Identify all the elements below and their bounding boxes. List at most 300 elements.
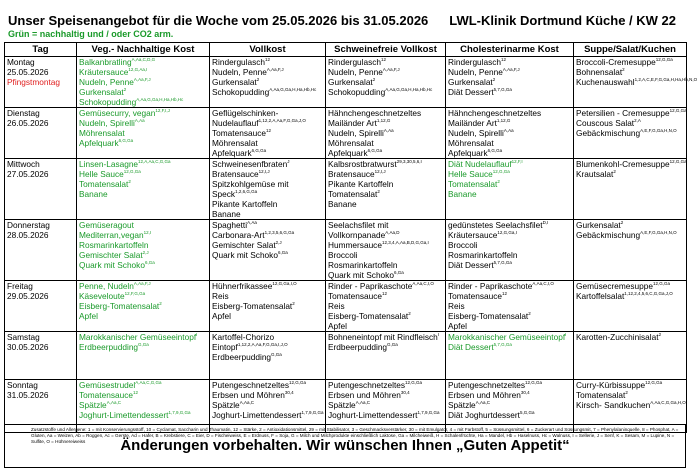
dish-name: Diät Joghurtdessert bbox=[448, 410, 520, 420]
low-cholesterol-cell bbox=[446, 332, 574, 380]
dish-line bbox=[576, 169, 684, 179]
allergen-codes: A,Aa,F,J bbox=[266, 67, 284, 73]
dish-line bbox=[328, 128, 443, 138]
dish-name: Schokopudding bbox=[212, 87, 270, 97]
dish-name: Diät Dessert bbox=[448, 342, 494, 352]
dish-name: Nudeln, Penne bbox=[448, 67, 503, 77]
allergen-codes: 29,3,30,5,6,I bbox=[396, 159, 422, 165]
dish-line bbox=[448, 332, 571, 342]
allergen-codes: 6,Ga bbox=[393, 270, 404, 276]
dish-line bbox=[576, 230, 684, 240]
dish-line bbox=[448, 159, 571, 169]
allergen-codes: 1,2,A,C,E,F,G,Ga,H,Ha,Hb,N,O bbox=[634, 77, 697, 83]
date-label: 26.05.2026 bbox=[7, 118, 49, 128]
dish-line bbox=[212, 250, 323, 260]
dish-line bbox=[328, 250, 443, 260]
allergen-codes: 12,F,I,J bbox=[155, 108, 170, 114]
dish-name: Quark mit Schoko bbox=[212, 250, 278, 260]
allergen-codes: 2 bbox=[377, 189, 380, 195]
clinic-week-label: LWL-Klinik Dortmund Küche / KW 22 bbox=[449, 13, 676, 28]
dish-name: Broccoli bbox=[448, 240, 478, 250]
dish-name: Apfelquark bbox=[212, 148, 252, 158]
dish-name: Nudeln, Penne bbox=[79, 77, 134, 87]
col-header-soup-salad-cake: Suppe/Salat/Kuchen bbox=[574, 43, 687, 57]
allergen-codes: A,Aa,G,Ga,H,Ha,Hb,Hc bbox=[269, 87, 317, 93]
vegetarian-cell bbox=[77, 220, 210, 281]
col-header-pork-free: Schweinefreie Vollkost bbox=[326, 43, 446, 57]
dish-name: Tomatensauce bbox=[328, 291, 382, 301]
allergen-codes: 2 bbox=[613, 169, 616, 175]
dish-name: Reis bbox=[328, 301, 345, 311]
dish-line bbox=[79, 169, 207, 179]
allergen-codes: 12,F,I bbox=[511, 159, 523, 165]
allergen-codes: 12,A,Aa,C,G,Ga bbox=[138, 159, 171, 165]
dish-name: Gurkensalat bbox=[212, 77, 257, 87]
dish-name: Spätzle bbox=[79, 400, 107, 410]
allergen-codes: 30,4 bbox=[284, 390, 294, 396]
dish-line bbox=[212, 240, 323, 250]
allergen-codes: 12,G,Ga bbox=[669, 108, 687, 114]
dish-name: Apfel bbox=[212, 311, 231, 321]
dish-line bbox=[328, 342, 443, 352]
menu-table bbox=[4, 42, 697, 433]
dish-name: Gemüsecurry, vegan bbox=[79, 108, 156, 118]
allergen-codes: 12,I,J bbox=[374, 169, 386, 175]
dish-name: Pikante Kartoffeln bbox=[212, 199, 278, 209]
dish-name: Joghurt-Limettendessert bbox=[212, 410, 302, 420]
vegetarian-cell bbox=[77, 281, 210, 332]
dish-name: Banane bbox=[328, 199, 357, 209]
dish-name: Putengeschnetzeltes bbox=[212, 380, 290, 390]
allergen-codes: 12,G,Ga bbox=[405, 380, 423, 386]
day-cell bbox=[5, 281, 77, 332]
day-row bbox=[5, 332, 687, 380]
dish-name: Broccoli-Cremesuppe bbox=[576, 57, 656, 67]
full-diet-cell bbox=[210, 281, 326, 332]
dish-name: Marokkanischer Gemüseeintopf bbox=[79, 332, 197, 342]
dish-line bbox=[576, 128, 684, 138]
allergen-codes: A,Aa,C bbox=[239, 400, 254, 406]
allergen-codes: 2 bbox=[658, 332, 662, 338]
dish-name: Joghurt-Limettendessert bbox=[79, 410, 169, 420]
dish-line bbox=[328, 179, 443, 189]
allergen-codes: 1,2,3,5,6,G,Ga bbox=[264, 230, 295, 236]
dish-name: Bohneneintopf mit Rindfleisch bbox=[328, 332, 438, 342]
dish-line bbox=[576, 400, 684, 410]
allergen-codes: A,Aa,G,Ga,H,Ha,Hb,Hc bbox=[385, 87, 433, 93]
allergen-codes: 2 bbox=[159, 301, 162, 307]
dish-line bbox=[79, 138, 207, 148]
dish-line bbox=[212, 159, 323, 169]
dish-name: Tomatensauce bbox=[79, 390, 133, 400]
dish-line bbox=[448, 380, 571, 390]
allergen-codes: 1,7,9,G,Ga bbox=[168, 410, 191, 416]
dish-name: Blumenkohl-Cremesuppe bbox=[576, 159, 670, 169]
color-legend: Grün = nachhaltig und / oder CO2 arm. bbox=[8, 29, 174, 39]
day-cell bbox=[5, 159, 77, 220]
dish-name: Mailänder Art bbox=[328, 118, 377, 128]
dish-name: Apfelquark bbox=[79, 138, 119, 148]
full-diet-cell bbox=[210, 57, 326, 108]
allergen-codes: A,Aa,D bbox=[385, 230, 400, 236]
soup-salad-cake-cell bbox=[574, 220, 687, 281]
dish-name: Banane bbox=[212, 209, 241, 219]
dish-line bbox=[79, 128, 207, 138]
dish-line bbox=[328, 148, 443, 158]
dish-line bbox=[212, 118, 323, 128]
dish-line bbox=[448, 189, 571, 199]
allergen-codes: 12,G,Ga bbox=[492, 169, 510, 175]
dish-line bbox=[448, 400, 571, 410]
day-row bbox=[5, 159, 687, 220]
allergen-codes: 12,G,Ga bbox=[645, 380, 663, 386]
dish-name: Reis bbox=[448, 301, 465, 311]
allergen-codes: 6,G,Ga bbox=[487, 148, 503, 154]
dish-line bbox=[79, 230, 207, 240]
dish-line bbox=[576, 332, 684, 342]
allergen-codes: 12,3,4,A,Aa,B,D,G,Ga,I bbox=[381, 240, 429, 246]
allergen-legend: Zusatzstoffe und Allergene: 1 = mit Konservierungsstoff, 10 = Cyclamat, Saccharin und Thaumatin, 12 = Stärke, 2 = Antioxidationsmittel, 29 = mit Stabilisator, 3 = Geschmacksverstärker, 30 = mit Emulgator, 4 = mit Farbstoff, 5 = Süssungsmittel, 6 = Zuckerart und Süssungsmit, 7 = Phenylalaninquelle, 8 = Phosphat, A = Gluten, Aa = Weizen, Ab = Roggen, Ac = Gerste, Ad = Hafer, B = Krebstiere, C = Eier, D = Fischeiweiss, E = Erdnuss, F = Soja, G = Milch und Milchprodukte einschließlich Laktose, Ga = Milcheiweiß, H = Schalenfrüchte, Ha = Mandel, Hb = Haselnuss, Hc = Walnuss, I = Sellerie, J = Senf, K = Sesam, M = Lupine, N = Sulfite, O = Hühnereiweiss bbox=[31, 427, 679, 444]
dish-name: Bohnensalat bbox=[576, 67, 623, 77]
allergen-codes: 12,I,J bbox=[258, 169, 270, 175]
allergen-codes: 12,G,Ga bbox=[655, 57, 673, 63]
dish-line bbox=[448, 57, 571, 67]
low-cholesterol-cell bbox=[446, 281, 574, 332]
dish-name: Gurkensalat bbox=[576, 220, 621, 230]
dish-line bbox=[79, 118, 207, 128]
allergen-codes: 12,G,Ga bbox=[123, 169, 141, 175]
dish-line bbox=[448, 321, 571, 331]
vegetarian-cell bbox=[77, 332, 210, 380]
pork-free-cell bbox=[326, 108, 446, 159]
allergen-codes: 2,A bbox=[634, 118, 641, 124]
dish-line bbox=[448, 240, 571, 250]
dish-line bbox=[212, 281, 323, 291]
holiday-label: Pfingstmontag bbox=[7, 77, 61, 87]
dish-line bbox=[576, 77, 697, 87]
dish-line bbox=[79, 342, 207, 352]
allergen-codes: 12 bbox=[381, 57, 387, 63]
dish-line bbox=[448, 410, 571, 420]
dish-line bbox=[448, 291, 571, 301]
dish-name: Kartoffelsalat bbox=[576, 291, 625, 301]
dish-name: Reis bbox=[212, 291, 229, 301]
soup-salad-cake-cell bbox=[574, 57, 697, 108]
allergen-codes: 6,G,Ga bbox=[251, 148, 267, 154]
dish-line bbox=[328, 291, 443, 301]
dish-line bbox=[448, 260, 571, 270]
allergen-codes: A,Aa bbox=[247, 220, 257, 226]
dish-line bbox=[448, 220, 571, 230]
dish-line bbox=[448, 390, 571, 400]
allergen-codes: 2 bbox=[625, 390, 628, 396]
dish-name: Rindergulasch bbox=[328, 57, 382, 67]
dish-line bbox=[212, 108, 323, 118]
dish-name: Erdbeerpudding bbox=[328, 342, 388, 352]
dish-name: Hummersauce bbox=[328, 240, 382, 250]
full-diet-cell bbox=[210, 108, 326, 159]
dish-name: Spätzle bbox=[212, 400, 240, 410]
allergen-codes: J bbox=[287, 159, 290, 165]
dish-line bbox=[212, 148, 323, 158]
allergen-codes: 2 bbox=[128, 179, 131, 185]
dish-name: Möhrensalat bbox=[212, 138, 258, 148]
dish-line bbox=[448, 87, 571, 97]
dish-name: Erbsen und Möhren bbox=[448, 390, 521, 400]
allergen-codes: A,Aa,C bbox=[106, 400, 121, 406]
weekday-label: Samstag bbox=[7, 332, 40, 342]
dish-name: Eisberg-Tomatensalat bbox=[212, 301, 293, 311]
weekday-label: Montag bbox=[7, 57, 35, 67]
day-row bbox=[5, 220, 687, 281]
dish-name: Spätzle bbox=[448, 400, 476, 410]
weekday-label: Dienstag bbox=[7, 108, 40, 118]
dish-line bbox=[79, 108, 207, 118]
dish-name: Tomatensauce bbox=[212, 128, 266, 138]
dish-line bbox=[448, 148, 571, 158]
allergen-codes: 2 bbox=[123, 87, 127, 93]
dish-name: Rindergulasch bbox=[212, 57, 266, 67]
allergen-codes: 30,4 bbox=[400, 390, 410, 396]
day-row bbox=[5, 281, 687, 332]
dish-name: Eisberg-Tomatensalat bbox=[79, 301, 160, 311]
date-label: 30.05.2026 bbox=[7, 342, 49, 352]
allergen-codes: G,Ga bbox=[387, 342, 398, 348]
dish-name: Bratensauce bbox=[328, 169, 375, 179]
day-cell bbox=[5, 108, 77, 159]
allergen-codes: 12,G,Ga bbox=[525, 380, 543, 386]
dish-name: Curry-Kürbissuppe bbox=[576, 380, 646, 390]
dish-name: Tomatensalat bbox=[79, 179, 129, 189]
allergen-codes: A,Aa,C,G,Ga,H,O bbox=[650, 400, 686, 406]
dish-line bbox=[328, 77, 443, 87]
dish-name: Erdbeerpudding bbox=[79, 342, 139, 352]
pork-free-cell bbox=[326, 220, 446, 281]
low-cholesterol-cell bbox=[446, 108, 574, 159]
dish-line bbox=[448, 250, 571, 260]
allergen-codes: 12,G,Ga,I,O bbox=[272, 281, 297, 287]
dish-line bbox=[448, 230, 571, 240]
dish-line bbox=[212, 230, 323, 240]
pork-free-cell bbox=[326, 332, 446, 380]
weekday-label: Donnerstag bbox=[7, 220, 50, 230]
dish-name: Rinder - Paprikaschote bbox=[448, 281, 533, 291]
dish-line bbox=[328, 321, 443, 331]
dish-name: Nudelauflauf bbox=[212, 118, 259, 128]
date-label: 25.05.2026 bbox=[7, 67, 49, 77]
dish-line bbox=[328, 332, 443, 342]
dish-line bbox=[79, 400, 207, 410]
dish-name: Kirsch- Sandkuchen bbox=[576, 400, 651, 410]
dish-line bbox=[79, 220, 207, 230]
dish-name: Balkanbratling bbox=[79, 57, 132, 67]
allergen-codes: 1,2,6,G,Ga bbox=[235, 189, 258, 195]
dish-line bbox=[212, 342, 323, 352]
day-cell bbox=[5, 57, 77, 108]
dish-line bbox=[576, 67, 684, 77]
dish-name: Spätzle bbox=[328, 400, 356, 410]
allergen-codes: 1,12,2,A,Aa,F,G,Ga,I,J,O bbox=[237, 342, 288, 348]
dish-line bbox=[79, 332, 207, 342]
dish-name: Rosmarinkartoffeln bbox=[448, 250, 518, 260]
dish-line bbox=[328, 301, 443, 311]
dish-line bbox=[328, 270, 443, 280]
dish-name: Gurkensalat bbox=[448, 77, 493, 87]
pork-free-cell bbox=[326, 281, 446, 332]
allergen-codes: 12 bbox=[381, 291, 387, 297]
low-cholesterol-cell bbox=[446, 57, 574, 108]
dish-line bbox=[79, 301, 207, 311]
dish-name: Rinder - Paprikaschote bbox=[328, 281, 413, 291]
dish-line bbox=[328, 380, 443, 390]
dish-line bbox=[328, 199, 443, 209]
dish-name: Couscous Salat bbox=[576, 118, 635, 128]
vegetarian-cell bbox=[77, 108, 210, 159]
pork-free-cell bbox=[326, 57, 446, 108]
dish-line bbox=[328, 87, 443, 97]
dish-name: Kartoffel-Chorizo bbox=[212, 332, 275, 342]
dish-name: Möhrensalat bbox=[79, 128, 125, 138]
dish-line bbox=[576, 220, 684, 230]
dish-name: Apfel bbox=[328, 321, 347, 331]
dish-line bbox=[212, 220, 323, 230]
dish-line bbox=[328, 138, 443, 148]
allergen-codes: G,Ga bbox=[271, 352, 282, 358]
dish-line bbox=[576, 108, 687, 118]
dish-name: Gemüsestrudel bbox=[79, 380, 136, 390]
dish-name: Krautsalat bbox=[576, 169, 614, 179]
dish-line bbox=[212, 332, 323, 342]
allergen-codes: 12,G,Aa,I bbox=[128, 67, 148, 73]
allergen-codes: 12,G,Ga bbox=[653, 281, 671, 287]
dish-line bbox=[212, 400, 323, 410]
dish-line bbox=[79, 410, 207, 420]
dish-line bbox=[212, 87, 323, 97]
dish-line bbox=[448, 179, 571, 189]
allergen-codes: 5,7,G,Ga bbox=[493, 342, 512, 348]
soup-salad-cake-cell bbox=[574, 108, 687, 159]
dish-name: Hühnerfrikassee bbox=[212, 281, 273, 291]
dish-name: Apfel bbox=[448, 321, 467, 331]
dish-line bbox=[328, 108, 443, 118]
dish-line bbox=[212, 138, 323, 148]
dish-name: Schokopudding bbox=[79, 97, 137, 107]
dish-line bbox=[212, 128, 323, 138]
dish-name: Tomatensalat bbox=[576, 390, 626, 400]
dish-line bbox=[448, 342, 571, 352]
allergen-codes: 30,4 bbox=[520, 390, 530, 396]
dish-name: Putengeschnetzeltes bbox=[448, 380, 526, 390]
allergen-codes: 1,12,G bbox=[376, 118, 391, 124]
dish-line bbox=[448, 169, 571, 179]
dish-line bbox=[576, 281, 684, 291]
soup-salad-cake-cell bbox=[574, 159, 687, 220]
dish-name: Käseveloute bbox=[79, 291, 125, 301]
col-header-vegetarian: Veg.- Nachhaltige Kost bbox=[77, 43, 210, 57]
dish-line bbox=[328, 240, 443, 250]
dish-line bbox=[212, 169, 323, 179]
dish-name: Nudeln, Spirelli bbox=[79, 118, 135, 128]
closing-message: Änderungen vorbehalten. Wir wünschen Ihnen „Guten Appetit“ bbox=[120, 437, 570, 454]
allergen-codes: 12 bbox=[501, 291, 507, 297]
allergen-codes: 2 bbox=[256, 77, 260, 83]
col-header-full-diet: Vollkost bbox=[210, 43, 326, 57]
dish-name: Karotten-Zucchinisalat bbox=[576, 332, 659, 342]
dish-line bbox=[212, 77, 323, 87]
allergen-codes: A,Aa,F,J bbox=[133, 77, 151, 83]
allergen-codes: A,Aa,G,Ga,H,Ha,Hb,Hc bbox=[136, 97, 184, 103]
dish-name: Apfel bbox=[79, 311, 98, 321]
allergen-codes: A,Aa,C,G,Ga bbox=[135, 380, 162, 386]
dish-line bbox=[448, 128, 571, 138]
dish-line bbox=[576, 118, 684, 128]
dish-line bbox=[576, 291, 684, 301]
dish-name: Broccoli bbox=[328, 250, 358, 260]
dish-line bbox=[328, 281, 443, 291]
dish-line bbox=[328, 189, 443, 199]
dish-line bbox=[328, 230, 443, 240]
dish-name: Diät Nudelauflauf bbox=[448, 159, 512, 169]
dish-line bbox=[79, 159, 207, 169]
vegetarian-cell bbox=[77, 57, 210, 108]
date-label: 27.05.2026 bbox=[7, 169, 49, 179]
dish-name: Gurkensalat bbox=[79, 87, 124, 97]
dish-name: Kräutersauce bbox=[79, 67, 129, 77]
dish-name: Tomatensalat bbox=[448, 179, 498, 189]
allergen-codes: A,Aa,C bbox=[475, 400, 490, 406]
allergen-codes: 2 bbox=[497, 179, 500, 185]
weekday-label: Freitag bbox=[7, 281, 33, 291]
vegetarian-cell bbox=[77, 159, 210, 220]
dish-name: Gemüseragout bbox=[79, 220, 134, 230]
dish-line bbox=[212, 311, 323, 321]
dish-line bbox=[79, 311, 207, 321]
date-label: 31.05.2026 bbox=[7, 390, 49, 400]
dish-line bbox=[79, 67, 207, 77]
dish-line bbox=[79, 250, 207, 260]
allergen-codes: 5,G,Ga bbox=[519, 410, 535, 416]
allergen-codes: 1,12,G bbox=[496, 118, 511, 124]
dish-name: Möhrensalat bbox=[448, 138, 494, 148]
soup-salad-cake-cell bbox=[574, 281, 687, 332]
dish-name: Petersilien - Cremesuppe bbox=[576, 108, 670, 118]
dish-line bbox=[328, 400, 443, 410]
allergen-codes: 1,7,9,G,Ga bbox=[301, 410, 324, 416]
dish-line bbox=[212, 199, 323, 209]
dish-name: Erbsen und Möhren bbox=[328, 390, 401, 400]
allergen-codes: 5,7,G,Ga bbox=[493, 87, 512, 93]
dish-name: Spitzkohlgemüse mit bbox=[212, 179, 289, 189]
allergen-codes: A,Aa,F,J bbox=[502, 67, 520, 73]
allergen-codes: A,E,F,G,Ga,H,N,O bbox=[640, 230, 677, 236]
allergen-codes: 2 bbox=[408, 311, 411, 317]
dish-line bbox=[328, 390, 443, 400]
col-header-day: Tag bbox=[5, 43, 77, 57]
dish-name: Hähnchengeschnetzeltes bbox=[448, 108, 542, 118]
allergen-codes: 2 bbox=[492, 77, 496, 83]
allergen-codes: I bbox=[196, 332, 198, 338]
allergen-codes: 2 bbox=[292, 301, 295, 307]
dish-name: Carbonara-Art bbox=[212, 230, 265, 240]
dish-name: Banane bbox=[448, 189, 477, 199]
dish-line bbox=[576, 159, 687, 169]
page-title: Unser Speisenangebot für die Woche vom 25.05.2026 bis 31.05.2026 bbox=[8, 13, 429, 28]
dish-name: Möhrensalat bbox=[328, 138, 374, 148]
allergen-codes: 12 bbox=[265, 57, 271, 63]
dish-line bbox=[448, 138, 571, 148]
dish-name: Schweinesenfbraten bbox=[212, 159, 288, 169]
dish-name: Mediterran,vegan bbox=[79, 230, 144, 240]
